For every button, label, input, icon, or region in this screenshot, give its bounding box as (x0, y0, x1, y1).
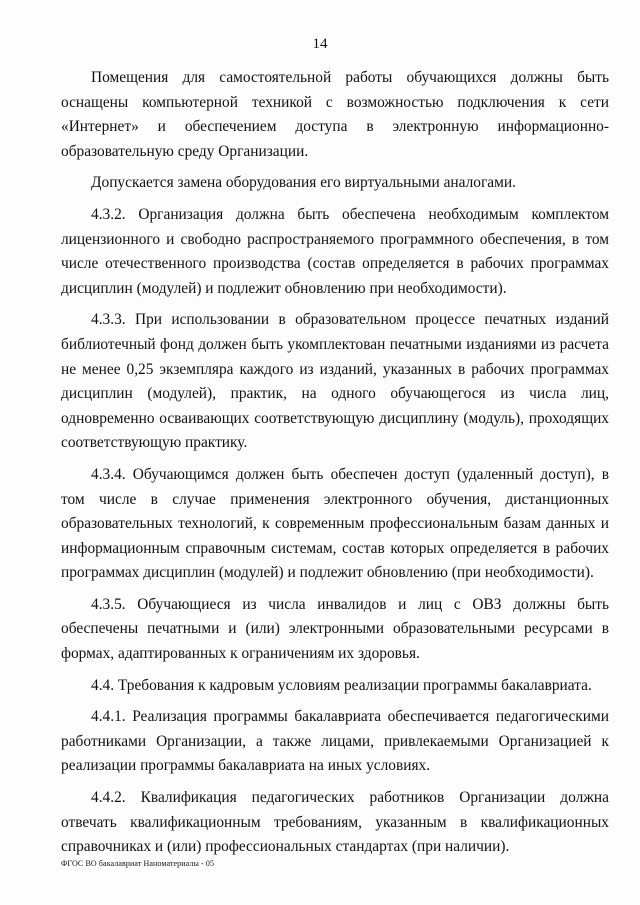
paragraph-4-3-5: 4.3.5. Обучающиеся из числа инвалидов и лиц с ОВЗ должны быть обеспечены печатными и (или) электронными образовательными ресурсами в формах, адаптированных к ограничениям их здоровья. (61, 595, 609, 663)
paragraph-4-4-1: 4.4.1. Реализация программы бакалавриата обеспечивается педагогическими работниками Организации, а также лицами, привлекаемыми Организацией к реализации программы бакалавриата на иных условиях. (61, 708, 609, 775)
footer-note: ФГОС ВО бакалавриат Наноматериалы - 05 (61, 859, 215, 868)
paragraph-4-4-2: 4.4.2. Квалификация педагогических работников Организации должна отвечать квалификационным требованиям, указанным в квалификационных справочниках и (или) профессиональных стандартах (при наличии). (61, 789, 609, 856)
page-number: 14 (312, 36, 328, 52)
paragraph-4-3-4: 4.3.4. Обучающимся должен быть обеспечен доступ (удаленный доступ), в том числе в случае применения электронного обучения, дистанционных образовательных технологий, к современным профессиональным базам данных и информационным справочным системам, состав которых определяется в рабочих программах дисциплин (модулей) и подлежит обновлению (при необходимости). (61, 465, 609, 582)
paragraph-4-4: 4.4. Требования к кадровым условиям реализации программы бакалавриата. (91, 676, 592, 694)
paragraph-virtual-analogues: Допускается замена оборудования его виртуальными аналогами. (91, 174, 516, 192)
body-text (61, 66, 609, 867)
paragraph-facilities: Помещения для самостоятельной работы обучающихся должны быть оснащены компьютерной техникой с возможностью подключения к сети «Интернет» и обеспечением доступа в электронную информационно-образовательную среду Организации. (61, 69, 609, 160)
paragraph-4-3-2: 4.3.2. Организация должна быть обеспечена необходимым комплектом лицензионного и свободно распространяемого программного обеспечения, в том числе отечественного производства (состав определяется в рабочих программах дисциплин (модулей) и подлежит обновлению при необходимости). (61, 205, 609, 297)
paragraph-4-3-3: 4.3.3. При использовании в образовательном процессе печатных изданий библиотечный фонд должен быть укомплектован печатными изданиями из расчета не менее 0,25 экземпляра каждого из изданий, указанных в рабочих программах дисциплин (модулей), практик, на одного обучающегося из числа лиц, одновременно осваивающих соответствующую дисциплину (модуль), проходящих соответствующую практику. (61, 311, 609, 452)
